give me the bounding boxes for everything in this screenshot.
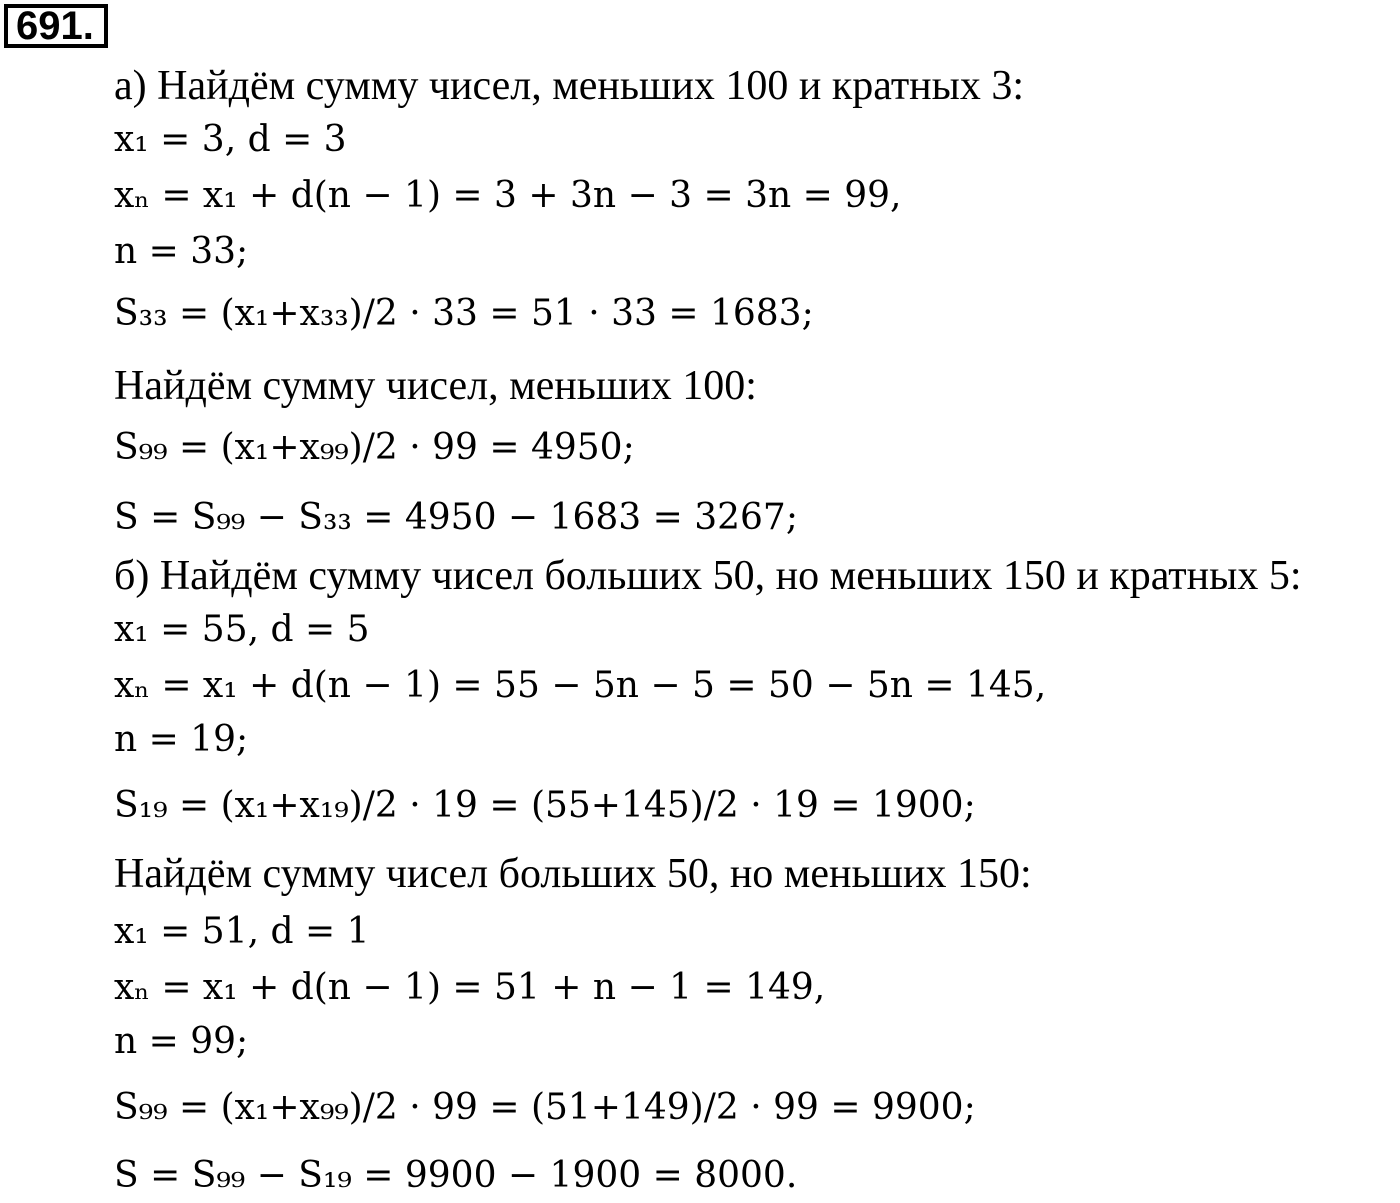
formula-line: n = 19; xyxy=(114,719,249,760)
formula-line: x₁ = 55, d = 5 xyxy=(114,609,370,650)
text-line-b: б) Найдём сумму чисел больших 50, но меньших 150 и кратных 5: xyxy=(114,553,1302,599)
formula-line: S = S₉₉ − S₃₃ = 4950 − 1683 = 3267; xyxy=(114,497,798,538)
formula-line: S = S₉₉ − S₁₉ = 9900 − 1900 = 8000. xyxy=(114,1155,798,1196)
text-line-a: а) Найдём сумму чисел, меньших 100 и кратных 3: xyxy=(114,63,1025,109)
formula-line: xₙ = x₁ + d(n − 1) = 51 + n − 1 = 149, xyxy=(114,967,826,1008)
formula-line: S₉₉ = (x₁+x₉₉)/2 · 99 = (51+149)/2 · 99 = 9900; xyxy=(114,1087,976,1128)
problem-number: 691. xyxy=(4,4,108,48)
formula-line: S₉₉ = (x₁+x₉₉)/2 · 99 = 4950; xyxy=(114,427,635,468)
formula-line: S₃₃ = (x₁+x₃₃)/2 · 33 = 51 · 33 = 1683; xyxy=(114,293,814,334)
text-line: Найдём сумму чисел больших 50, но меньших 150: xyxy=(114,851,1032,897)
formula-line: xₙ = x₁ + d(n − 1) = 3 + 3n − 3 = 3n = 99, xyxy=(114,175,902,216)
formula-line: S₁₉ = (x₁+x₁₉)/2 · 19 = (55+145)/2 · 19 = 1900; xyxy=(114,785,976,826)
formula-line: xₙ = x₁ + d(n − 1) = 55 − 5n − 5 = 50 − 5n = 145, xyxy=(114,665,1047,706)
formula-line: x₁ = 51, d = 1 xyxy=(114,911,370,952)
formula-line: n = 33; xyxy=(114,231,249,272)
text-line: Найдём сумму чисел, меньших 100: xyxy=(114,363,757,409)
formula-line: n = 99; xyxy=(114,1021,249,1062)
formula-line: x₁ = 3, d = 3 xyxy=(114,119,347,160)
